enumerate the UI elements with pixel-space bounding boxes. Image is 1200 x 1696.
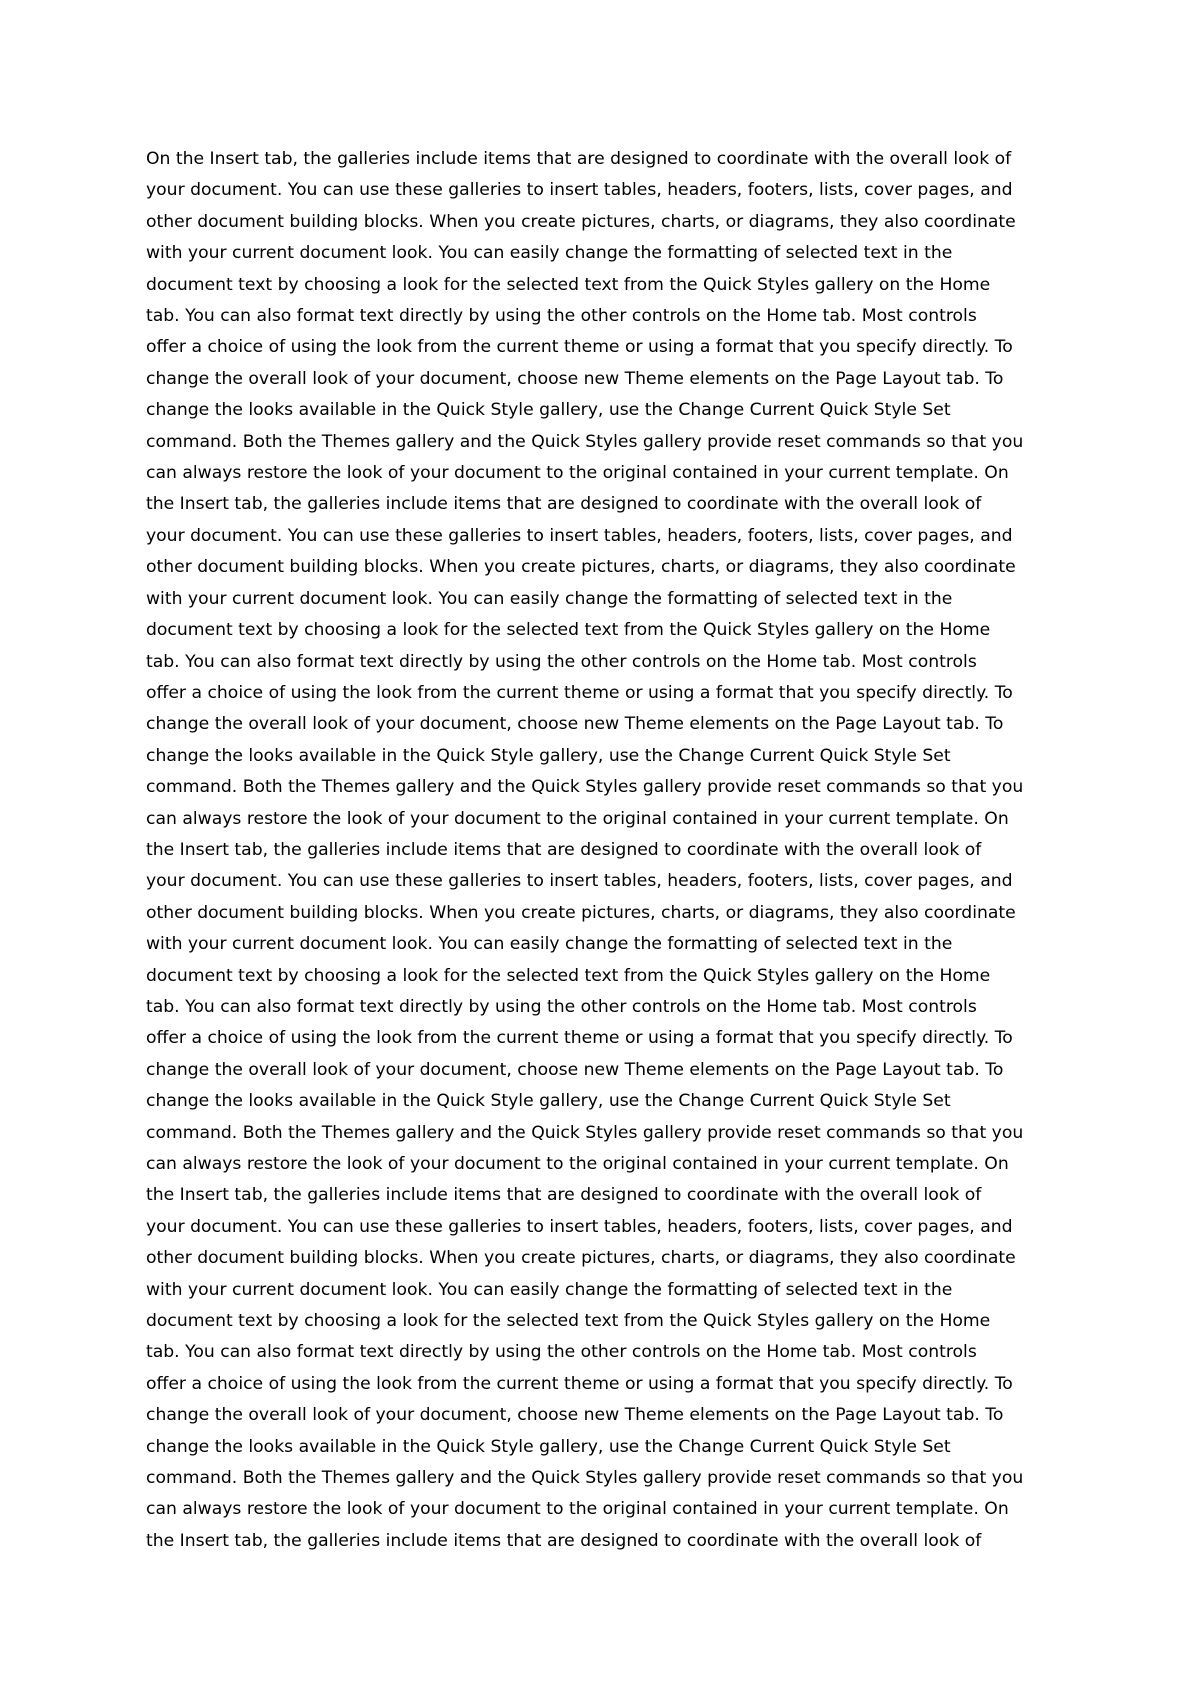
document-text-line: offer a choice of using the look from the current theme or using a format that you specify directly. To: [146, 1373, 1013, 1394]
document-text-line: the Insert tab, the galleries include items that are designed to coordinate with the overall look of: [146, 494, 982, 515]
document-text-line: with your current document look. You can easily change the formatting of selected text in the: [146, 934, 953, 955]
document-text-line: command. Both the Themes gallery and the Quick Styles gallery provide reset commands so that you: [146, 1468, 1024, 1489]
document-text-line: offer a choice of using the look from the current theme or using a format that you specify directly. To: [146, 682, 1013, 703]
document-text-line: tab. You can also format text directly by using the other controls on the Home tab. Most controls: [146, 306, 977, 327]
document-text-line: can always restore the look of your document to the original contained in your current template. On: [146, 463, 1009, 484]
document-text-line: your document. You can use these galleries to insert tables, headers, footers, lists, cover pages, and: [146, 1216, 1013, 1237]
document-text-line: tab. You can also format text directly by using the other controls on the Home tab. Most controls: [146, 1342, 977, 1363]
document-text-line: can always restore the look of your document to the original contained in your current template. On: [146, 808, 1009, 829]
document-text-line: with your current document look. You can easily change the formatting of selected text in the: [146, 1279, 953, 1300]
document-text-line: document text by choosing a look for the selected text from the Quick Styles gallery on the Home: [146, 965, 991, 986]
document-text-line: change the looks available in the Quick Style gallery, use the Change Current Quick Style Set: [146, 400, 951, 421]
document-text-line: your document. You can use these galleries to insert tables, headers, footers, lists, cover pages, and: [146, 180, 1013, 201]
document-text-line: tab. You can also format text directly by using the other controls on the Home tab. Most controls: [146, 651, 977, 672]
document-text-line: with your current document look. You can easily change the formatting of selected text in the: [146, 243, 953, 264]
document-text-line: On the Insert tab, the galleries include items that are designed to coordinate with the overall look of: [146, 149, 1012, 169]
document-text-line: the Insert tab, the galleries include items that are designed to coordinate with the overall look of: [146, 1530, 982, 1551]
document-text-line: command. Both the Themes gallery and the Quick Styles gallery provide reset commands so that you: [146, 777, 1024, 798]
document-text-line: change the looks available in the Quick Style gallery, use the Change Current Quick Style Set: [146, 745, 951, 766]
document-text-line: document text by choosing a look for the selected text from the Quick Styles gallery on the Home: [146, 274, 991, 295]
document-text-line: other document building blocks. When you create pictures, charts, or diagrams, they also coordinate: [146, 1248, 1016, 1269]
document-text-line: can always restore the look of your document to the original contained in your current template. On: [146, 1154, 1009, 1174]
document-text-line: change the overall look of your document, choose new Theme elements on the Page Layout tab. To: [146, 1405, 1004, 1426]
document-text-line: can always restore the look of your document to the original contained in your current template. On: [146, 1499, 1009, 1520]
document-text-line: change the looks available in the Quick Style gallery, use the Change Current Quick Style Set: [146, 1436, 951, 1457]
document-text-line: document text by choosing a look for the selected text from the Quick Styles gallery on the Home: [146, 620, 991, 641]
document-text-line: change the overall look of your document, choose new Theme elements on the Page Layout tab. To: [146, 714, 1004, 735]
document-text-line: change the overall look of your document, choose new Theme elements on the Page Layout tab. To: [146, 1059, 1004, 1080]
document-text-line: change the looks available in the Quick Style gallery, use the Change Current Quick Style Set: [146, 1091, 951, 1112]
document-body-paragraph: [146, 144, 1076, 1557]
document-text-line: the Insert tab, the galleries include items that are designed to coordinate with the overall look of: [146, 1185, 982, 1206]
document-text-line: your document. You can use these galleries to insert tables, headers, footers, lists, cover pages, and: [146, 525, 1013, 546]
document-text-line: other document building blocks. When you create pictures, charts, or diagrams, they also coordinate: [146, 902, 1016, 923]
document-text-line: your document. You can use these galleries to insert tables, headers, footers, lists, cover pages, and: [146, 871, 1013, 892]
document-text-line: change the overall look of your document, choose new Theme elements on the Page Layout tab. To: [146, 368, 1004, 389]
document-text-line: command. Both the Themes gallery and the Quick Styles gallery provide reset commands so that you: [146, 431, 1024, 452]
document-text-line: other document building blocks. When you create pictures, charts, or diagrams, they also coordinate: [146, 211, 1016, 232]
document-text-line: offer a choice of using the look from the current theme or using a format that you specify directly. To: [146, 337, 1013, 358]
document-text-line: command. Both the Themes gallery and the Quick Styles gallery provide reset commands so that you: [146, 1122, 1024, 1143]
document-text-line: with your current document look. You can easily change the formatting of selected text in the: [146, 588, 953, 609]
document-text-line: document text by choosing a look for the selected text from the Quick Styles gallery on the Home: [146, 1311, 991, 1332]
document-text-line: offer a choice of using the look from the current theme or using a format that you specify directly. To: [146, 1028, 1013, 1049]
document-text-line: other document building blocks. When you create pictures, charts, or diagrams, they also coordinate: [146, 557, 1016, 578]
document-text-line: the Insert tab, the galleries include items that are designed to coordinate with the overall look of: [146, 839, 982, 860]
document-text-line: tab. You can also format text directly by using the other controls on the Home tab. Most controls: [146, 996, 977, 1017]
